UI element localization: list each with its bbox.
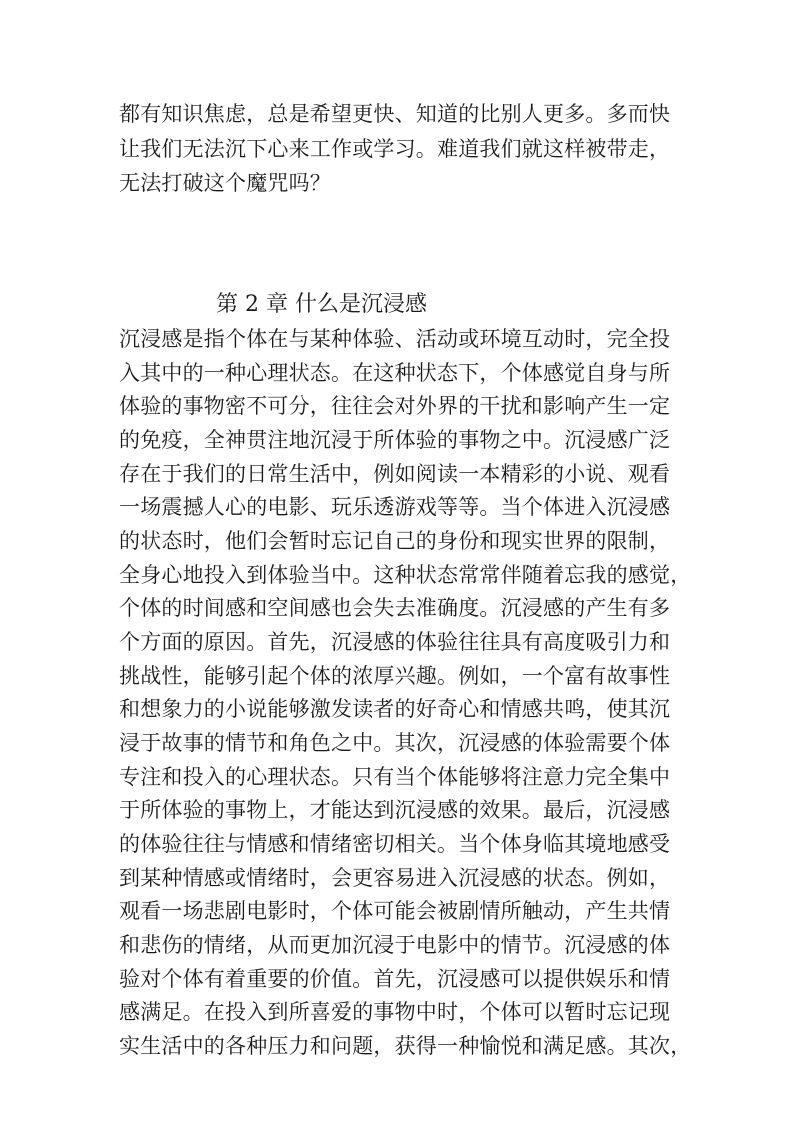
body-line-18: 观看一场悲剧电影时，个体可能会被剧情所触动，产生共情	[119, 899, 671, 923]
body-line-4: 的免疫，全神贯注地沉浸于所体验的事物之中。沉浸感广泛	[119, 428, 671, 452]
chapter-title: 第 2 章 什么是沉浸感	[216, 292, 427, 317]
body-line-17: 到某种情感或情绪时，会更容易进入沉浸感的状态。例如，	[119, 866, 671, 890]
body-line-1: 沉浸感是指个体在与某种体验、活动或环境互动时，完全投	[119, 327, 671, 351]
body-line-16: 的体验往往与情感和情绪密切相关。当个体身临其境地感受	[119, 832, 671, 856]
body-line-9: 个体的时间感和空间感也会失去准确度。沉浸感的产生有多	[119, 596, 671, 620]
body-line-3: 体验的事物密不可分，往往会对外界的干扰和影响产生一定	[119, 394, 671, 418]
body-line-8: 全身心地投入到体验当中。这种状态常常伴随着忘我的感觉，	[119, 563, 692, 587]
body-line-5: 存在于我们的日常生活中，例如阅读一本精彩的小说、观看	[119, 462, 671, 486]
body-line-7: 的状态时，他们会暂时忘记自己的身份和现实世界的限制，	[119, 529, 671, 553]
body-line-14: 专注和投入的心理状态。只有当个体能够将注意力完全集中	[119, 765, 671, 789]
intro-line-2: 让我们无法沉下心来工作或学习。难道我们就这样被带走，	[119, 137, 671, 161]
intro-line-1: 都有知识焦虑，总是希望更快、知道的比别人更多。多而快	[119, 102, 671, 126]
body-line-10: 个方面的原因。首先，沉浸感的体验往往具有高度吸引力和	[119, 630, 671, 654]
body-line-22: 实生活中的各种压力和问题，获得一种愉悦和满足感。其次，	[119, 1034, 692, 1058]
body-line-12: 和想象力的小说能够激发读者的好奇心和情感共鸣，使其沉	[119, 697, 671, 721]
body-line-15: 于所体验的事物上，才能达到沉浸感的效果。最后，沉浸感	[119, 798, 671, 822]
body-line-21: 感满足。在投入到所喜爱的事物中时，个体可以暂时忘记现	[119, 1000, 671, 1024]
body-line-11: 挑战性，能够引起个体的浓厚兴趣。例如，一个富有故事性	[119, 664, 671, 688]
body-line-19: 和悲伤的情绪，从而更加沉浸于电影中的情节。沉浸感的体	[119, 933, 671, 957]
body-line-20: 验对个体有着重要的价值。首先，沉浸感可以提供娱乐和情	[119, 967, 671, 991]
body-line-6: 一场震撼人心的电影、玩乐透游戏等等。当个体进入沉浸感	[119, 495, 671, 519]
body-line-13: 浸于故事的情节和角色之中。其次，沉浸感的体验需要个体	[119, 731, 671, 755]
body-line-2: 入其中的一种心理状态。在这种状态下，个体感觉自身与所	[119, 361, 671, 385]
intro-line-3: 无法打破这个魔咒吗？	[119, 171, 331, 195]
